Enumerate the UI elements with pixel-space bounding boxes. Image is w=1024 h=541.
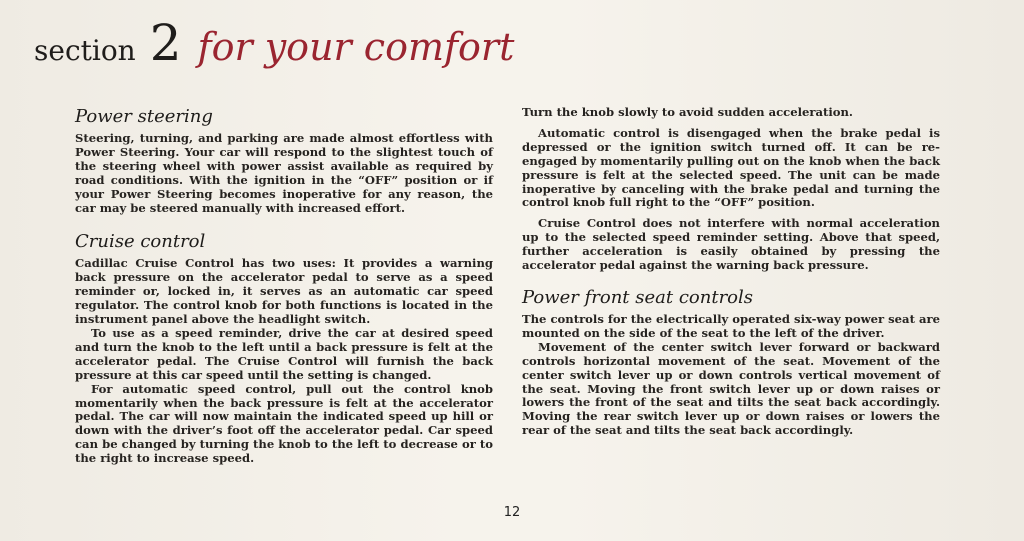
- power-steering-heading: Power steering: [75, 106, 213, 127]
- cruise-control-paragraph-6: Cruise Control does not interfere with normal acceleration up to the selected speed reminder setting. Above that speed, further acceleration is easily obtained by pressing the accelerator pedal against the warning back pressure.: [522, 216, 940, 273]
- power-seat-paragraph-1: The controls for the electrically operated six-way power seat are mounted on the side of the seat to the left of the driver.: [522, 311, 940, 340]
- cruise-control-heading: Cruise control: [75, 231, 206, 253]
- cruise-control-paragraph-1: Cadillac Cruise Control has two uses: It provides a warning back pressure on the accelerator pedal to serve as a speed reminder or, locked in, it serves as an automatic car speed regulator. The control knob for both functions is located in the instrument panel above the headlight switch.: [75, 256, 493, 327]
- page-number: 12: [503, 505, 521, 520]
- section-label: section: [34, 34, 136, 67]
- left-column: [75, 106, 493, 466]
- cruise-control-paragraph-2: To use as a speed reminder, drive the car at desired speed and turn the knob to the left until a back pressure is felt at the accelerator pedal. The Cruise Control will furnish the back pressure at this car speed until the setting is changed.: [75, 325, 493, 382]
- right-column: [522, 106, 940, 438]
- cruise-control-paragraph-5: Automatic control is disengaged when the brake pedal is depressed or the ignition switch turned off. It can be re-engaged by momentarily pulling out on the knob when the back pressure is felt at the selected speed. The unit can be made inoperative by canceling with the brake pedal and turning the control knob full right to the “OFF” position.: [522, 125, 940, 210]
- section-number: 2: [149, 14, 182, 72]
- power-seat-heading: Power front seat controls: [522, 286, 754, 308]
- section-header: [34, 14, 514, 78]
- power-seat-paragraph-2: Movement of the center switch lever forward or backward controls horizontal movement of the seat. Movement of the center switch lever up or down controls vertical movement of the seat. Moving the front switch lever up or down raises or lowers the front of the seat and tilts the seat back accordingly. Moving the rear switch lever up or down raises or lowers the rear of the seat and tilts the seat back accordingly.: [522, 339, 940, 438]
- cruise-control-paragraph-3: For automatic speed control, pull out the control knob momentarily when the back pressure is felt at the accelerator pedal. The car will now maintain the indicated speed up hill or down with the driver’s foot off the accelerator pedal. Car speed can be changed by turning the knob to the left to decrease or to the right to increase speed.: [75, 381, 493, 466]
- cruise-control-paragraph-4: Turn the knob slowly to avoid sudden acceleration.: [522, 105, 853, 119]
- section-title: for your comfort: [197, 25, 515, 69]
- power-steering-paragraph: Steering, turning, and parking are made almost effortless with Power Steering. Your car will respond to the slightest touch of the steering wheel with power assist available as required by road conditions. With the ignition in the “OFF” position or if your Power Steering becomes inoperative for any reason, the car may be steered manually with increased effort.: [75, 131, 493, 215]
